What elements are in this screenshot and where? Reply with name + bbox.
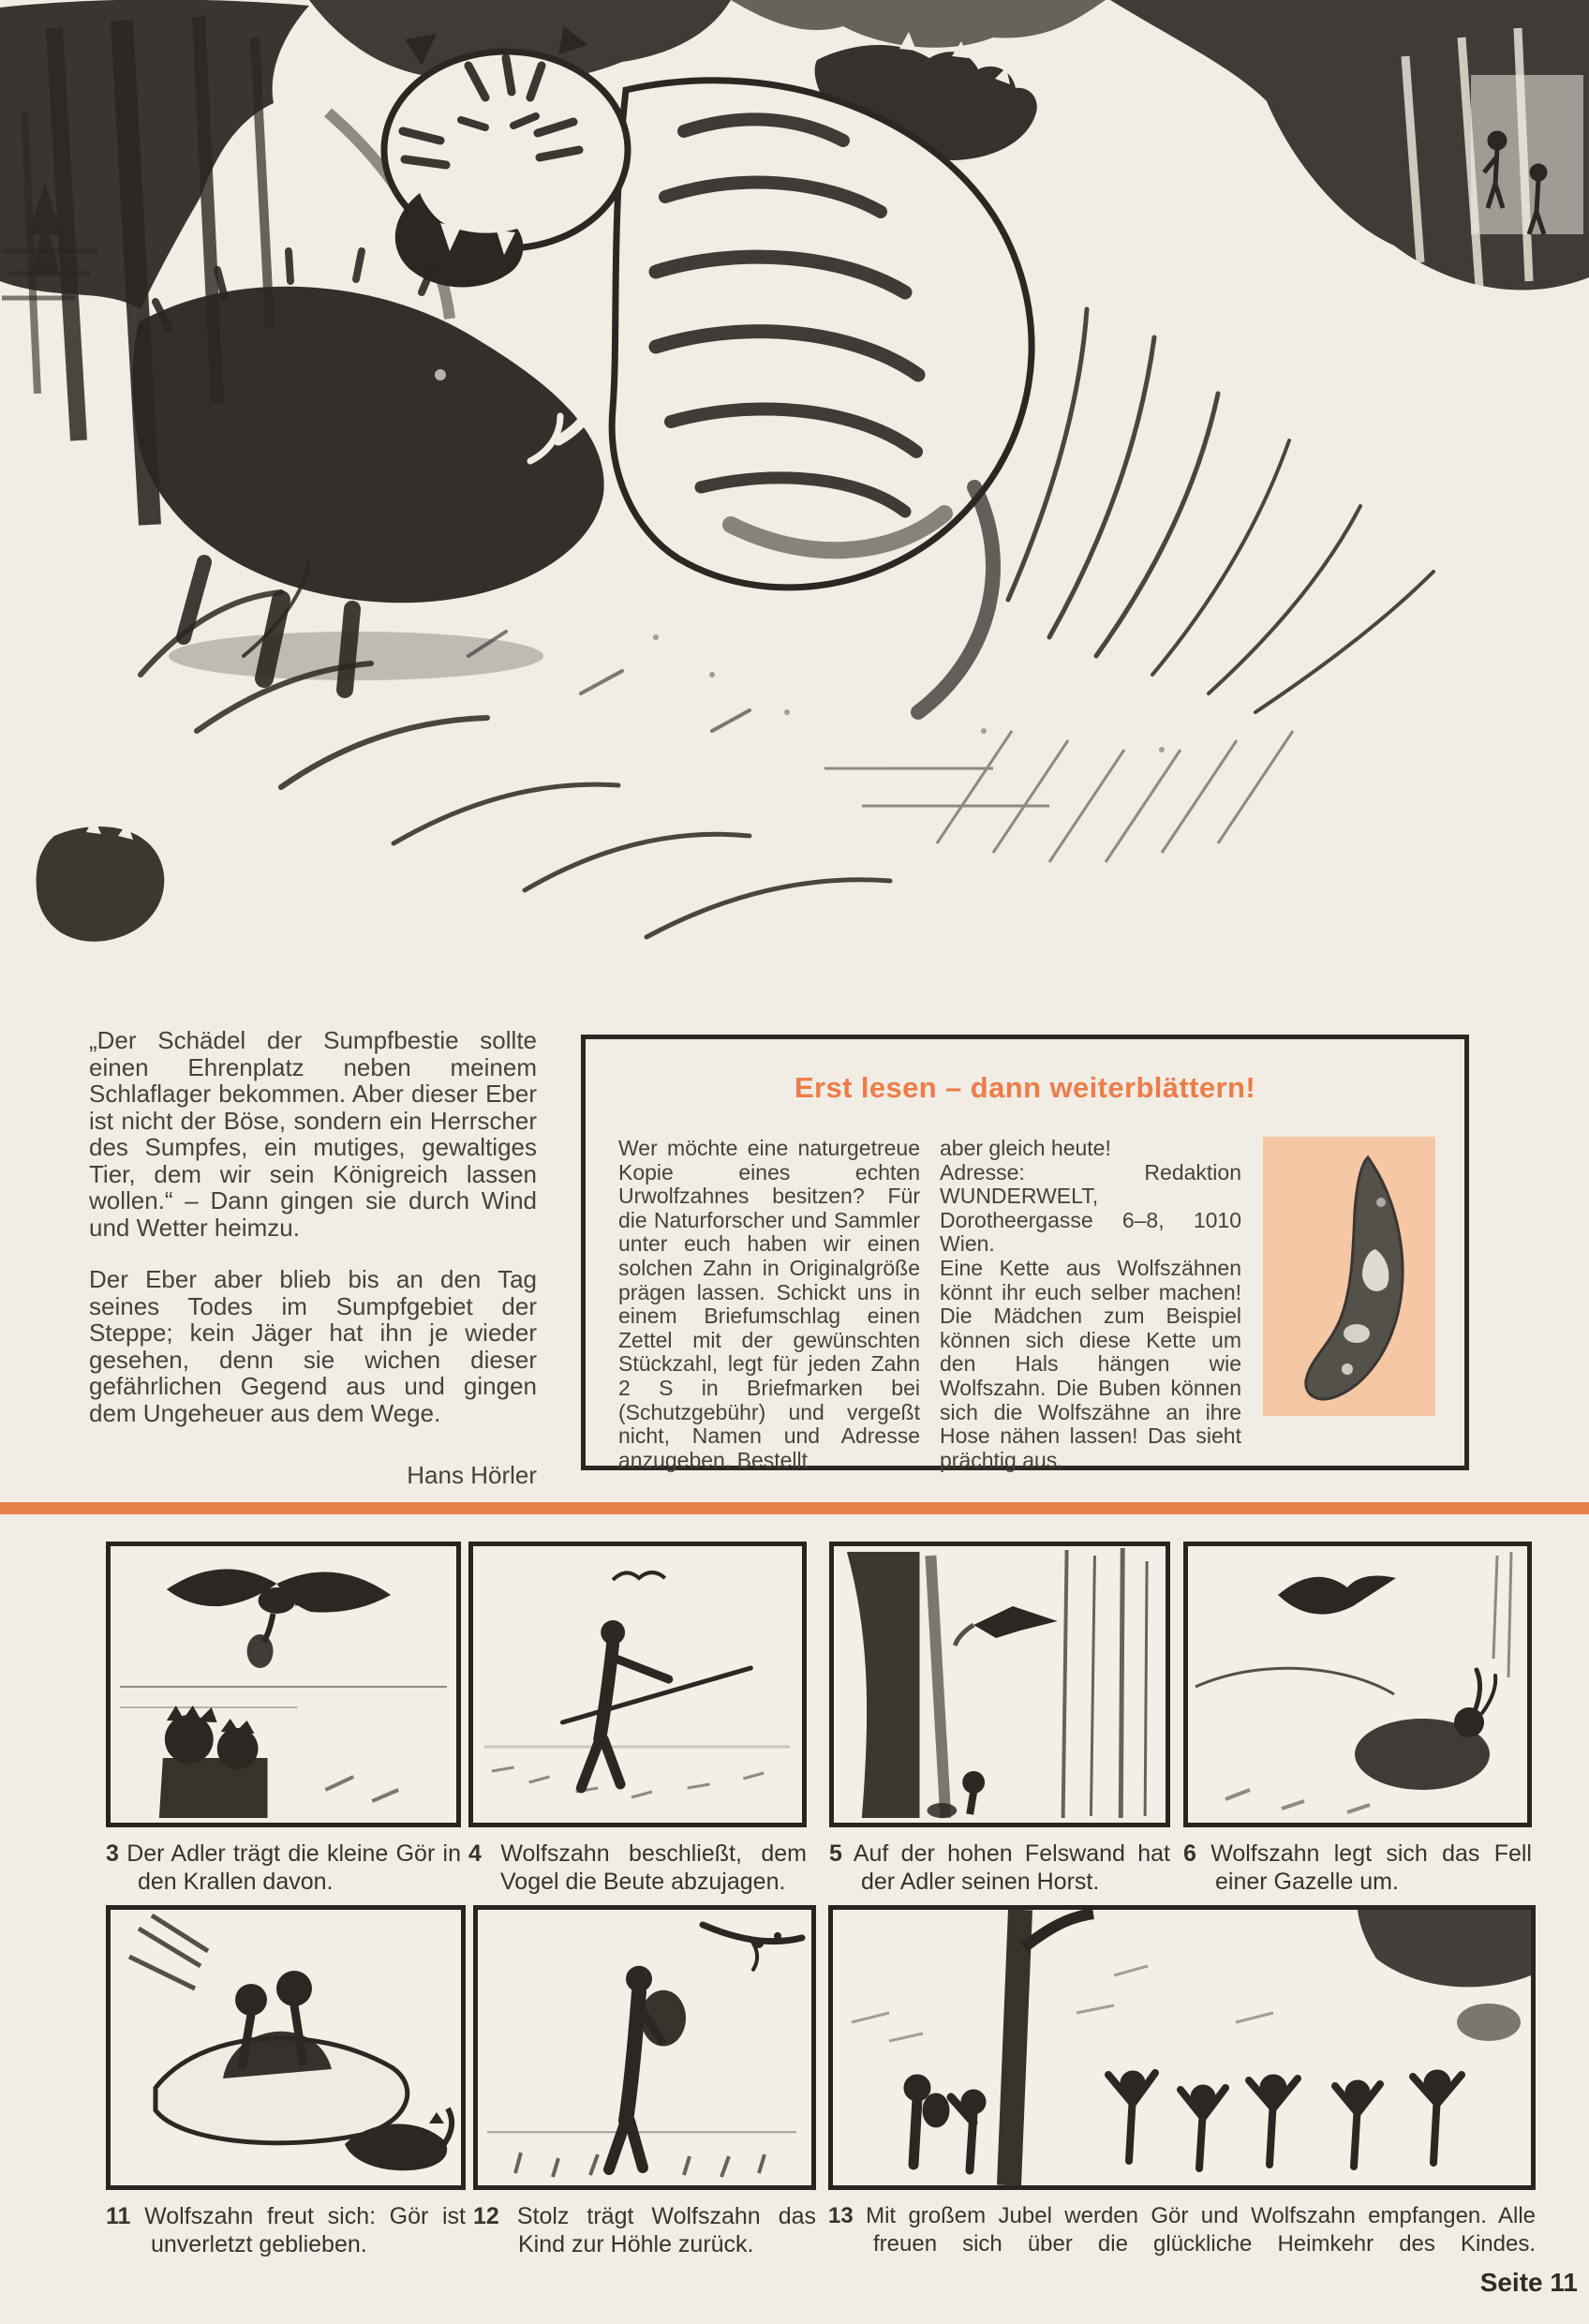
- promo-right-text: Eine Kette aus Wolfszähnen könnt ihr euch selber machen! Die Mädchen zum Beispiel können sich diese Kette um den Hals hängen wie Wolfszahn. Die Buben können sich die Wolfszähne an ihre Hose nähen lassen! Das sieht prächtig aus.: [940, 1255, 1241, 1472]
- comic-caption: [473, 2202, 816, 2258]
- main-illustration: [0, 0, 1589, 1017]
- caption-text: Wolfszahn freut sich: Gör ist unverletzt geblieben.: [144, 2203, 466, 2257]
- comic-caption: [468, 1840, 807, 1896]
- page-number: Seite 11: [1479, 2268, 1578, 2297]
- comic-art-carrying-child-home: [473, 1905, 816, 2190]
- comic-panel-4: [468, 1542, 807, 1896]
- comic-art-relief-over-goer: [106, 1905, 466, 2190]
- comic-art-hunter-with-spear: [468, 1542, 807, 1827]
- comic-caption: [1183, 1840, 1532, 1896]
- comic-caption: [106, 1840, 461, 1896]
- comic-caption: [106, 2202, 466, 2258]
- story-text-column: [89, 1027, 537, 1514]
- tiger-boar-drawing: [0, 0, 1589, 1017]
- promo-address-text: Adresse: Redaktion WUNDERWELT, Dorotheergasse 6–8, 1010 Wien.: [940, 1159, 1241, 1257]
- comic-caption: [829, 1840, 1170, 1896]
- promo-left-column: [618, 1137, 920, 1472]
- caption-number: 12: [473, 2203, 499, 2229]
- author-byline: Hans Hörler: [407, 1461, 537, 1489]
- comic-art-gazelle-fell: [1183, 1542, 1532, 1827]
- wolf-tooth-illustration: [1263, 1137, 1435, 1416]
- caption-number: 3: [106, 1840, 119, 1867]
- caption-text: Mit großem Jubel werden Gör und Wolfszahn empfangen. Alle freuen sich über die glückliche Heimkehr des Kindes.: [866, 2203, 1537, 2257]
- comic-art-eagle-cliff-nest: [829, 1542, 1170, 1827]
- comic-panel-3: [106, 1542, 461, 1896]
- story-paragraph: „Der Schädel der Sumpfbestie sollte einen Ehrenplatz neben meinem Schlaflager bekommen. Aber dieser Eber ist nicht der Böse, sondern ein Herrscher des Sumpfes, ein mutiges, gewaltiges Tier, dem wir sein Königreich lassen wollen.“ – Dann gingen sie durch Wind und Wetter heimzu.: [89, 1026, 537, 1242]
- caption-text: Stolz trägt Wolfszahn das Kind zur Höhle zurück.: [516, 2203, 816, 2257]
- caption-number: 13: [828, 2203, 854, 2228]
- comic-panel-12: [473, 1905, 816, 2258]
- comic-panel-13: [828, 1905, 1536, 2258]
- comic-panel-6: [1183, 1542, 1532, 1896]
- caption-text: Wolfszahn beschließt, dem Vogel die Beute abzujagen.: [500, 1840, 807, 1895]
- caption-number: 11: [106, 2203, 131, 2229]
- crowd-figures: [904, 2070, 1462, 2170]
- promo-box: [581, 1035, 1469, 1470]
- caption-number: 4: [468, 1840, 482, 1867]
- wolf-tooth-photo: [1263, 1137, 1435, 1416]
- caption-text: Wolfszahn legt sich das Fell einer Gazelle um.: [1210, 1840, 1532, 1895]
- comic-panel-11: [106, 1905, 466, 2258]
- comic-panel-5: [829, 1542, 1170, 1896]
- caption-text: Der Adler trägt die kleine Gör in den Krallen davon.: [126, 1840, 462, 1895]
- promo-box-columns: [618, 1137, 1436, 1472]
- section-divider: [0, 1502, 1589, 1514]
- caption-number: 5: [829, 1840, 842, 1867]
- caption-number: 6: [1183, 1840, 1196, 1867]
- promo-right-text: aber gleich heute!: [940, 1136, 1111, 1160]
- comic-caption: [828, 2202, 1536, 2258]
- story-paragraph: Der Eber aber blieb bis an den Tag seines Todes im Sumpfgebiet der Steppe; kein Jäger hat ihn je wieder gesehen, denn sie wichen dieser gefährlichen Gegend aus und gingen dem Ungeheuer aus dem Wege.: [89, 1265, 537, 1427]
- comic-art-joyful-welcome: [828, 1905, 1536, 2190]
- promo-left-text: Wer möchte eine naturgetreue Kopie eines echten Urwolfzahnes besitzen? Für die Naturforscher und Sammler unter euch haben wir einen solchen Zahn in Originalgröße prägen lassen. Schickt uns in einem Briefumschlag einen Zettel mit der gewünschten Stückzahl, legt für jeden Zahn 2 S in Briefmarken bei (Schutzgebühr) und vergeßt nicht, Namen und Adresse anzugeben. Bestellt: [618, 1136, 920, 1472]
- promo-right-column: [940, 1137, 1241, 1472]
- comic-art-eagle-carries-child: [106, 1542, 461, 1827]
- caption-text: Auf der hohen Felswand hat der Adler seinen Horst.: [853, 1840, 1170, 1895]
- promo-box-title: Erst lesen – dann weiterblättern!: [794, 1071, 1256, 1104]
